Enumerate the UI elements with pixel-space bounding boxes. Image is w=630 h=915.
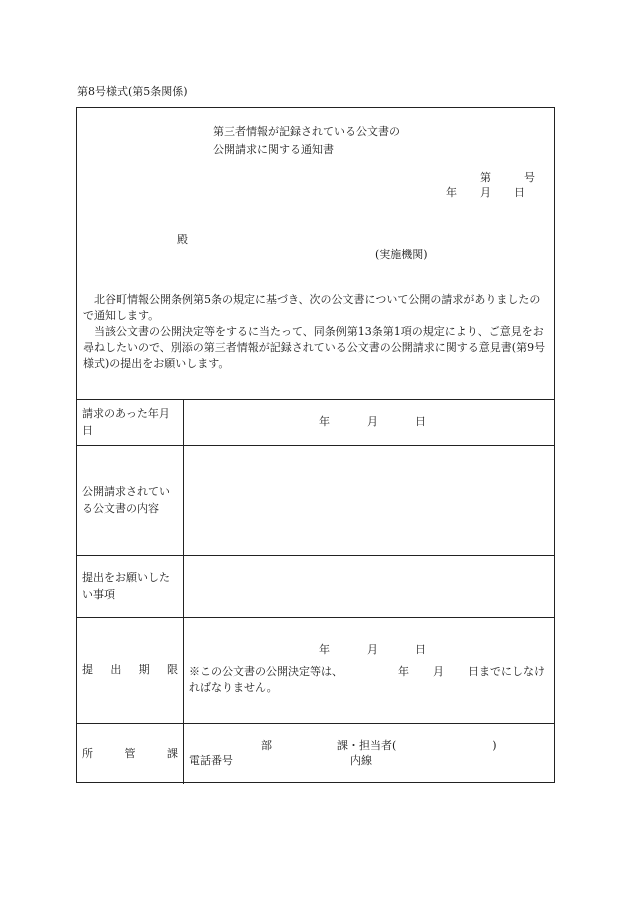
deadline-label-char: 限: [166, 663, 178, 677]
addressee: 殿: [177, 233, 188, 246]
note-suffix: 日までにしなければなりません。: [189, 665, 545, 694]
title-line-2: 公開請求に関する通知書: [213, 143, 334, 156]
department-ka-tanto: 課・担当者(: [337, 739, 397, 752]
deadline-note: [189, 664, 551, 696]
implementing-agency: (実施機関): [375, 248, 428, 261]
department-extension-label: 内線: [350, 754, 372, 767]
note-prefix: ※この公文書の公開決定等は、: [189, 665, 343, 678]
department-label: [77, 724, 184, 784]
note-year: 年: [398, 665, 409, 678]
row-department: [77, 724, 554, 784]
note-month: 月: [433, 665, 444, 678]
request-day: 日: [415, 415, 426, 429]
deadline-label-char: 提: [82, 663, 93, 677]
document-content-label: 公開請求されている公文書の内容: [77, 446, 184, 555]
deadline-month: 月: [367, 643, 378, 656]
department-label-char: 所: [82, 746, 93, 760]
request-items-value: [184, 556, 554, 617]
department-value: [184, 724, 554, 784]
form-number: 第8号様式(第5条関係): [77, 85, 188, 98]
row-deadline: [77, 618, 554, 724]
department-label-char: 管: [124, 746, 136, 760]
issue-month: 月: [480, 186, 491, 199]
department-line-2: [189, 753, 372, 770]
issue-day: 日: [514, 186, 525, 199]
department-close-paren: ): [492, 739, 497, 752]
issue-date: [446, 185, 525, 202]
department-bu: 部: [261, 739, 272, 752]
row-document-content: [77, 446, 554, 556]
department-label-char: 課: [167, 746, 178, 760]
request-month: 月: [367, 415, 378, 429]
department-phone-label: 電話番号: [189, 754, 233, 767]
request-items-label: 提出をお願いしたい事項: [77, 556, 184, 617]
deadline-label-char: 出: [110, 663, 122, 677]
body-paragraph-2: 当該公文書の公開決定等をするに当たって、同条例第13条第1項の規定により、ご意見をお尋ねしたいので、別添の第三者情報が記録されている公文書の公開請求に関する意見書(第9号様式)の提出をお願いします。: [83, 325, 546, 370]
deadline-year: 年: [319, 643, 330, 656]
deadline-label-char: 期: [138, 663, 150, 677]
header-section: [77, 108, 554, 400]
deadline-value: [184, 618, 554, 723]
number-dai: 第: [480, 171, 491, 184]
deadline-date: [319, 642, 426, 659]
deadline-day: 日: [415, 643, 426, 656]
row-request-items: [77, 556, 554, 618]
request-date-value: [184, 400, 554, 445]
number-go: 号: [524, 171, 535, 184]
issue-year: 年: [446, 186, 457, 199]
row-request-date: [77, 400, 554, 446]
notice-form: [76, 107, 555, 783]
deadline-label: [77, 618, 184, 723]
body-paragraph-1: 北谷町情報公開条例第5条の規定に基づき、次の公文書について公開の請求がありましたので通知します。: [83, 293, 541, 322]
request-date-label: 請求のあった年月日: [77, 400, 184, 445]
form-title: [213, 123, 400, 159]
body-text: [83, 292, 549, 372]
request-year: 年: [319, 415, 330, 429]
document-content-value: [184, 446, 554, 555]
title-line-1: 第三者情報が記録されている公文書の: [213, 125, 400, 138]
